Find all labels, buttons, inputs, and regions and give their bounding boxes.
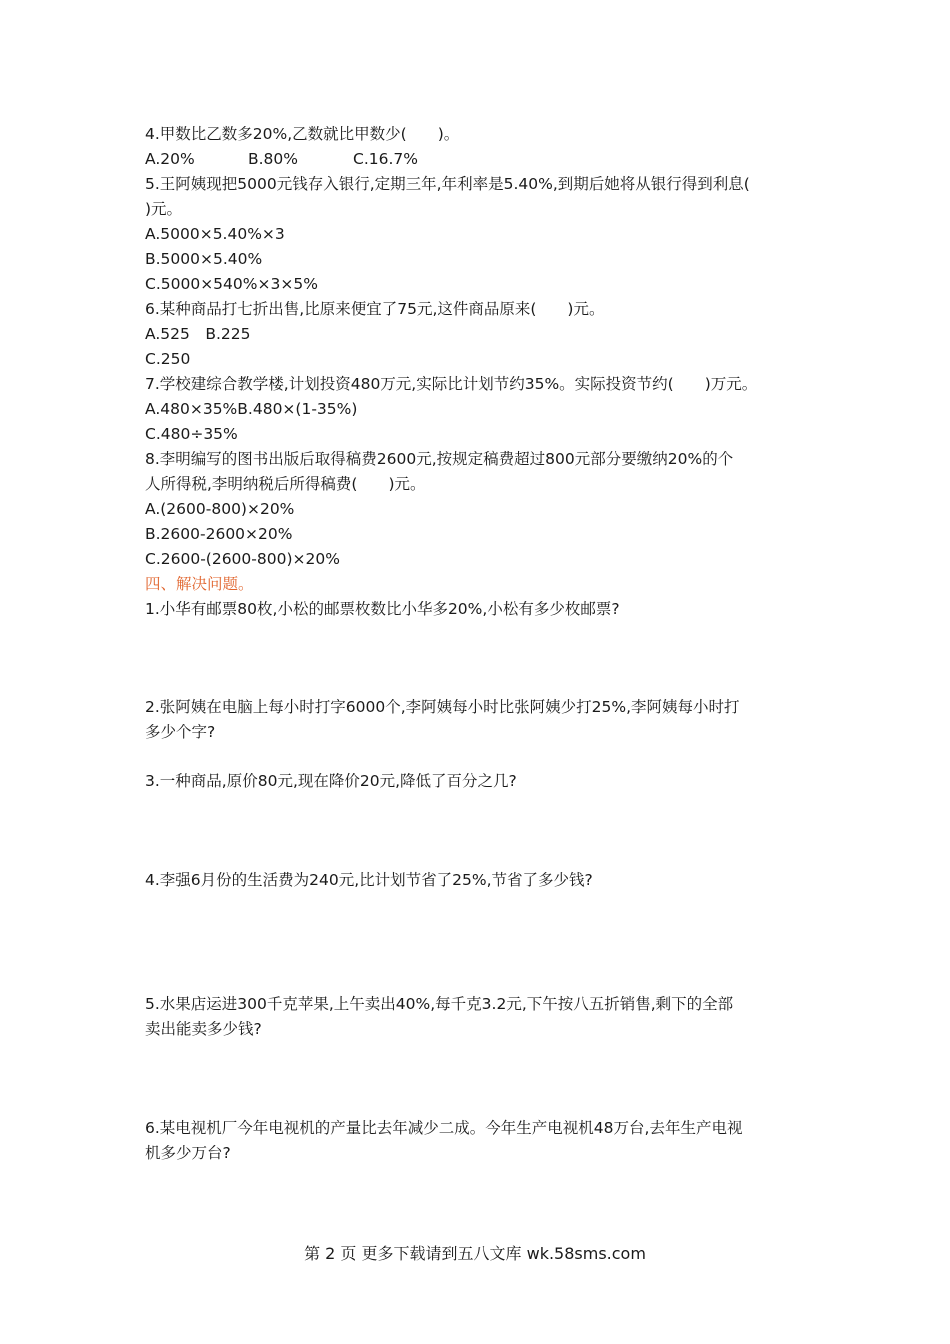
question-5-stem-line2: )元。 <box>145 200 183 218</box>
question-5-stem-line1: 5.王阿姨现把5000元钱存入银行,定期三年,年利率是5.40%,到期后她将从银行得到利息( <box>145 175 750 193</box>
problem-4 <box>145 868 815 992</box>
problem-4-text: 4.李强6月份的生活费为240元,比计划节省了25%,节省了多少钱? <box>145 871 593 889</box>
problem-6 <box>145 1116 815 1166</box>
question-6-options-line1: A.525 B.225 <box>145 325 251 343</box>
question-6-stem: 6.某种商品打七折出售,比原来便宜了75元,这件商品原来( )元。 <box>145 300 605 318</box>
problem-6-text-line1: 6.某电视机厂今年电视机的产量比去年减少二成。今年生产电视机48万台,去年生产电视 <box>145 1119 743 1137</box>
question-7-options-line2: C.480÷35% <box>145 425 238 443</box>
question-8-stem-line2: 人所得税,李明纳税后所得稿费( )元。 <box>145 475 426 493</box>
problem-5 <box>145 992 815 1116</box>
problem-5-text-line1: 5.水果店运进300千克苹果,上午卖出40%,每千克3.2元,下午按八五折销售,剩下的全部 <box>145 995 734 1013</box>
question-5-option-c: C.5000×540%×3×5% <box>145 275 318 293</box>
question-4-option-b: B.80% <box>248 150 299 168</box>
question-4-options <box>145 147 815 172</box>
section-four-heading: 四、解决问题。 <box>145 575 254 593</box>
problem-1 <box>145 597 815 695</box>
question-8-option-b: B.2600-2600×20% <box>145 525 293 543</box>
document-page <box>145 122 815 1166</box>
page-footer: 第 2 页 更多下载请到五八文库 wk.58sms.com <box>304 1244 646 1263</box>
problem-5-text-line2: 卖出能卖多少钱? <box>145 1020 262 1038</box>
question-7-stem: 7.学校建综合教学楼,计划投资480万元,实际比计划节约35%。实际投资节约( )万元。 <box>145 375 758 393</box>
question-7-options-line1: A.480×35%B.480×(1-35%) <box>145 400 358 418</box>
problem-2 <box>145 695 815 769</box>
question-6-options-line2: C.250 <box>145 350 191 368</box>
question-5-option-b: B.5000×5.40% <box>145 250 263 268</box>
question-4-option-c: C.16.7% <box>353 150 418 168</box>
problem-3 <box>145 769 815 868</box>
question-8-option-c: C.2600-(2600-800)×20% <box>145 550 340 568</box>
problem-6-text-line2: 机多少万台? <box>145 1144 231 1162</box>
problem-2-text-line1: 2.张阿姨在电脑上每小时打字6000个,李阿姨每小时比张阿姨少打25%,李阿姨每小时打 <box>145 698 740 716</box>
problem-2-text-line2: 多少个字? <box>145 723 216 741</box>
problem-3-text: 3.一种商品,原价80元,现在降价20元,降低了百分之几? <box>145 772 517 790</box>
question-8-option-a: A.(2600-800)×20% <box>145 500 295 518</box>
question-4-stem: 4.甲数比乙数多20%,乙数就比甲数少( )。 <box>145 125 460 143</box>
problem-1-text: 1.小华有邮票80枚,小松的邮票枚数比小华多20%,小松有多少枚邮票? <box>145 600 620 618</box>
question-5-option-a: A.5000×5.40%×3 <box>145 225 285 243</box>
question-4-option-a: A.20% <box>145 150 195 168</box>
question-8-stem-line1: 8.李明编写的图书出版后取得稿费2600元,按规定稿费超过800元部分要缴纳20%的个 <box>145 450 734 468</box>
